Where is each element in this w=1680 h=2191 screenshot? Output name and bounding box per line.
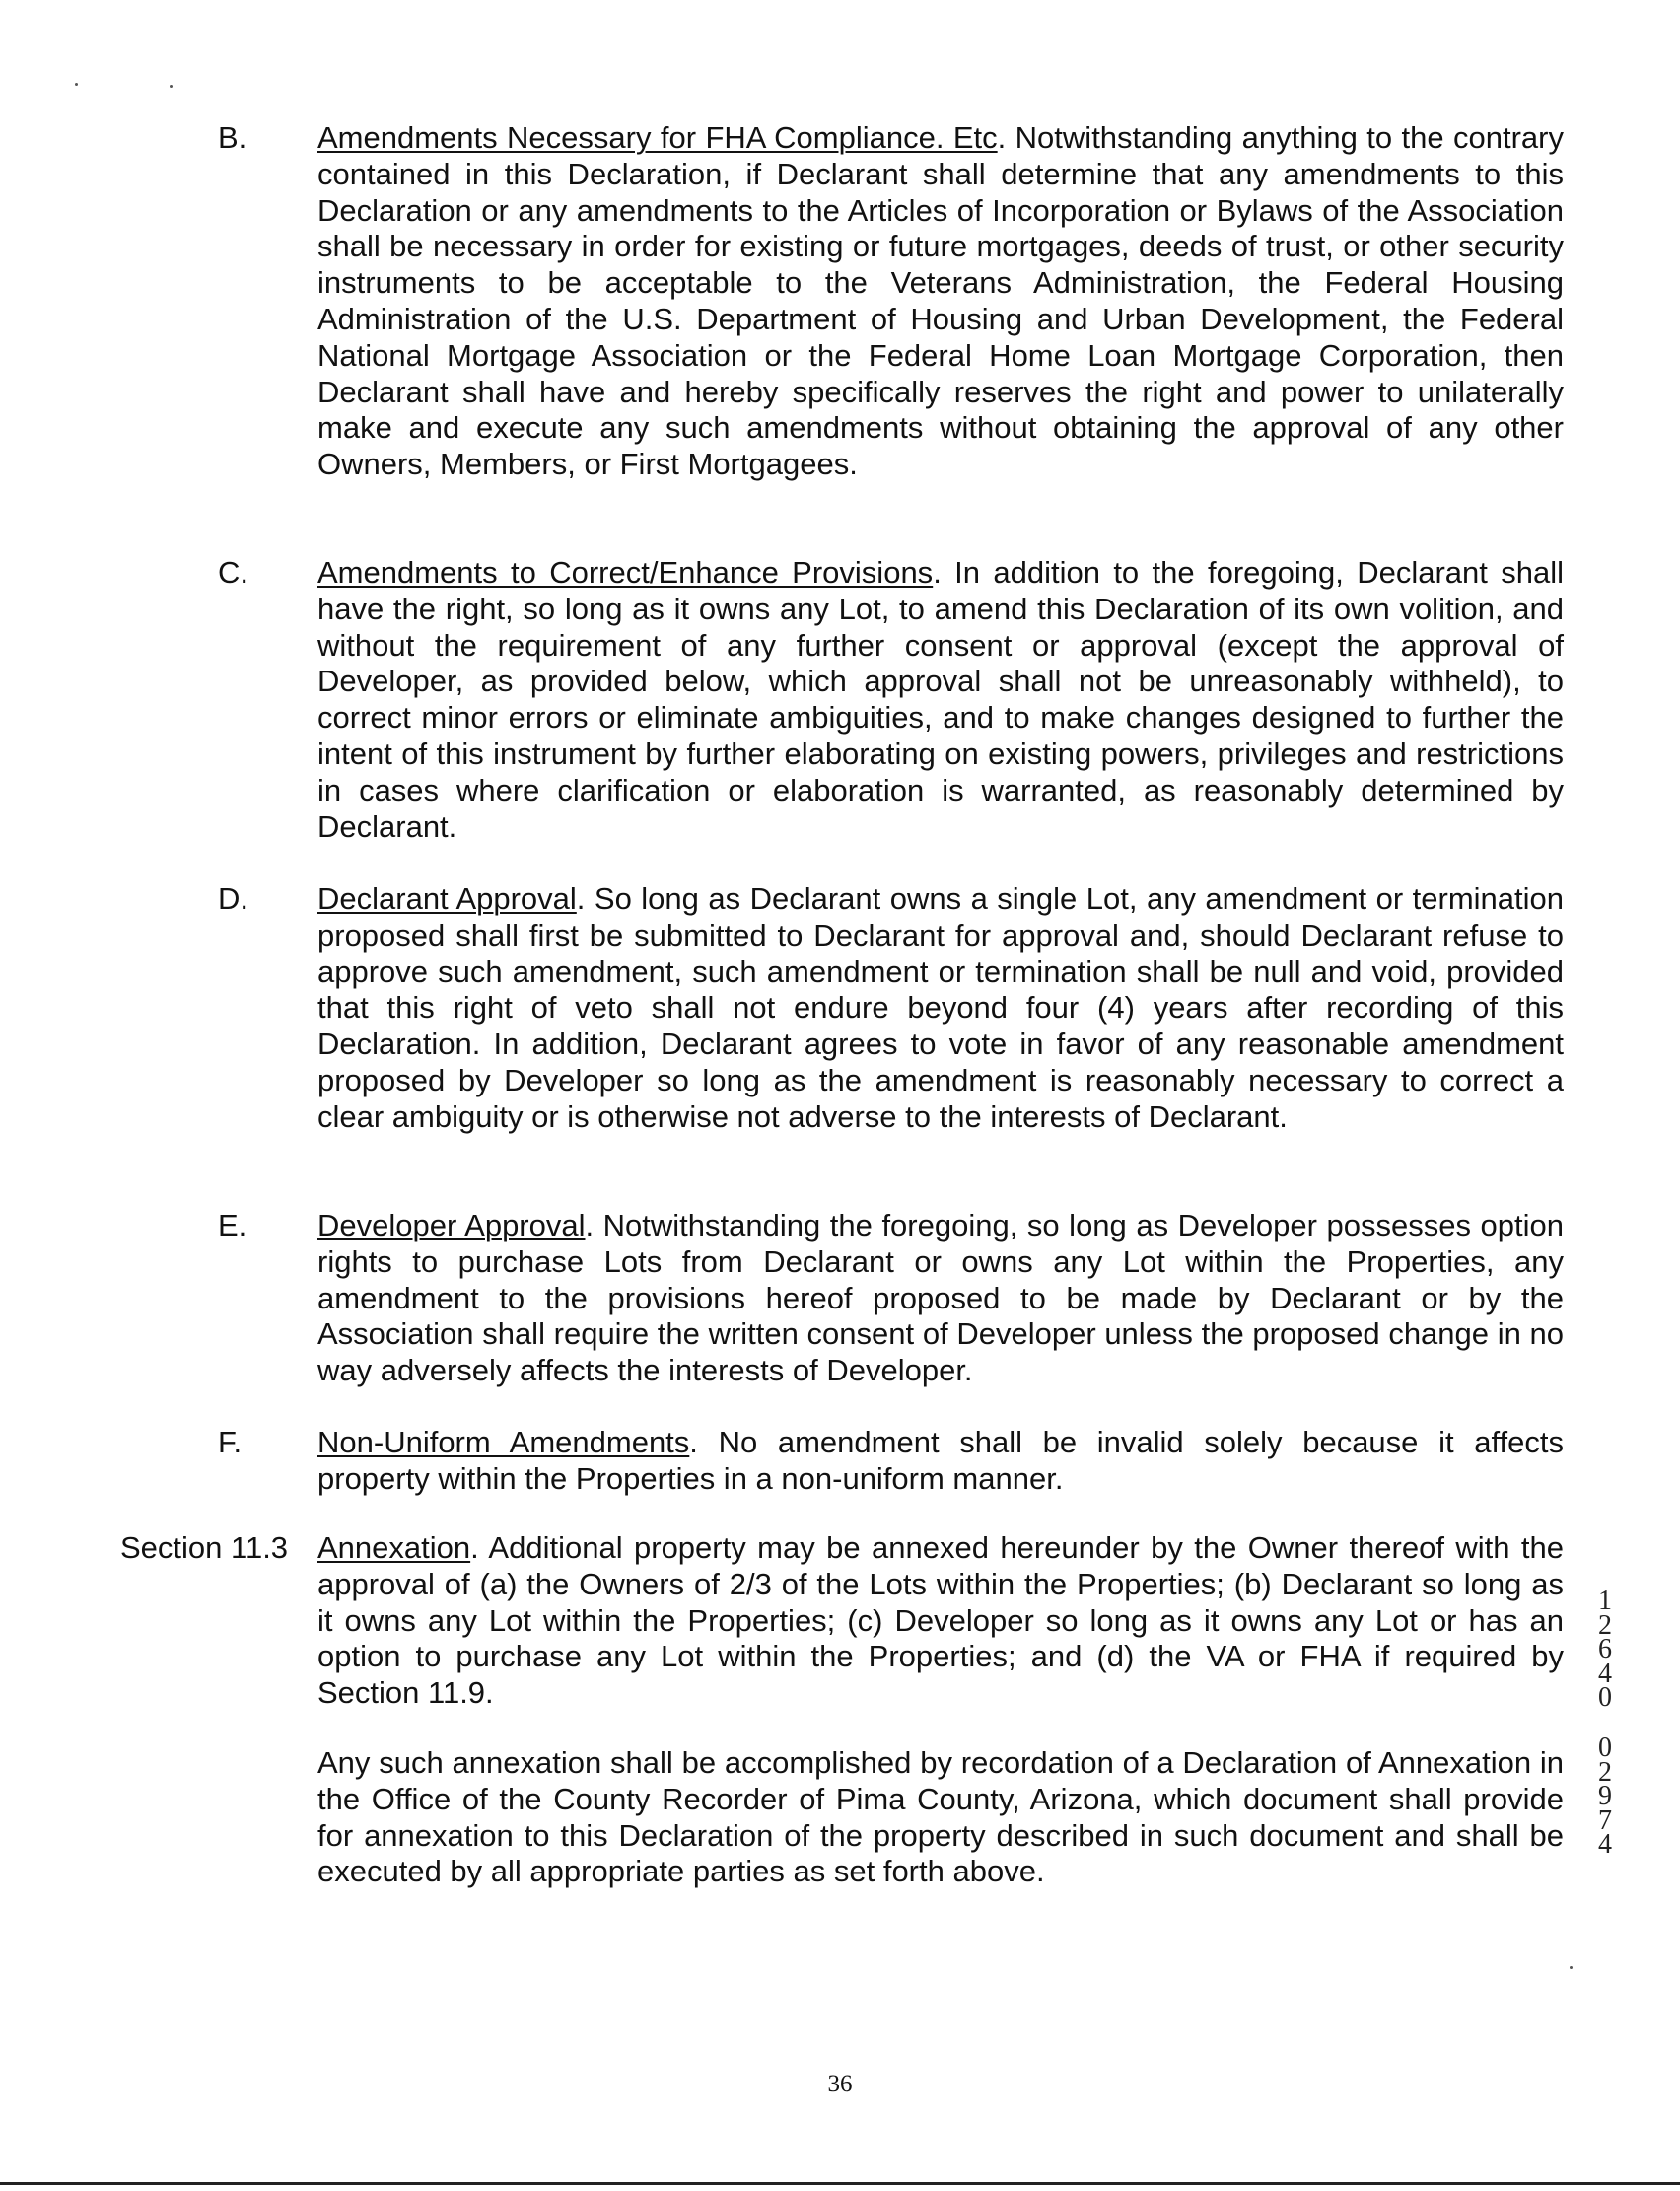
item-paragraph-e xyxy=(317,1208,1564,1389)
item-heading: Amendments Necessary for FHA Compliance. Etc xyxy=(317,120,998,155)
recording-digit: 9 xyxy=(1598,1781,1612,1812)
section-body: . Additional property may be annexed hereunder by the Owner thereof with the approval of (a) the Owners of 2/3 of the Lots within the Properties; (b) Declarant so long as it owns any Lot within the Properties; (c) Developer so long as it owns any Lot or has an option to purchase any Lot within the Properties; and (d) the VA or FHA if required by Section 11.9. xyxy=(317,1530,1564,1711)
scan-bottom-edge xyxy=(0,2182,1680,2185)
item-heading: Amendments to Correct/Enhance Provisions xyxy=(317,555,934,590)
item-marker: F. xyxy=(218,1425,243,1459)
item-marker: D. xyxy=(218,882,248,916)
recording-digit: 4 xyxy=(1598,1829,1612,1861)
section-marker: Section 11.3 xyxy=(120,1530,289,1565)
item-paragraph-b xyxy=(317,120,1564,483)
recording-digit: 1 xyxy=(1598,1586,1612,1616)
item-heading: Developer Approval xyxy=(317,1208,586,1242)
item-heading: Non-Uniform Amendments xyxy=(317,1425,690,1459)
page-number: 36 xyxy=(827,2071,853,2097)
item-body: . So long as Declarant owns a single Lot, any amendment or termination proposed shall first be submitted to Declarant for approval and, should Declarant refuse to approve such amendment, such amendment or termination shall be null and void, provided that this right of veto shall not endure beyond four (4) years after recording of this Declaration. In addition, Declarant agrees to vote in favor of any reasonable amendment proposed by Developer so long as the amendment is reasonably necessary to correct a clear ambiguity or is otherwise not adverse to the interests of Declarant. xyxy=(317,882,1564,1134)
item-marker: B. xyxy=(218,120,247,155)
item-paragraph-c xyxy=(317,555,1564,845)
scan-speck xyxy=(1570,1966,1573,1969)
item-paragraph-f xyxy=(317,1425,1564,1498)
recording-digit: 7 xyxy=(1598,1804,1612,1836)
recording-digit: 2 xyxy=(1598,1609,1612,1641)
scan-speck xyxy=(170,85,173,88)
item-body: . No amendment shall be invalid solely because it affects property within the Properties in a non-uniform manner. xyxy=(317,1425,1564,1496)
item-body: . Notwithstanding anything to the contrary contained in this Declaration, if Declarant shall determine that any amendments to this Declaration or any amendments to the Articles of Incorporation or Bylaws of the Association shall be necessary in order for existing or future mortgages, deeds of trust, or other security instruments to be acceptable to the Veterans Administration, the Federal Housing Administration of the U.S. Department of Housing and Urban Development, the Federal National Mortgage Association or the Federal Home Loan Mortgage Corporation, then Declarant shall have and hereby specifically reserves the right and power to unilaterally make and execute any such amendments without obtaining the approval of any other Owners, Members, or First Mortgagees. xyxy=(317,120,1564,482)
scan-speck xyxy=(75,83,78,86)
recording-digit: 4 xyxy=(1598,1658,1612,1689)
item-marker: E. xyxy=(218,1208,247,1242)
item-paragraph-d xyxy=(317,882,1564,1136)
recording-digit: 6 xyxy=(1598,1634,1612,1665)
section-paragraph xyxy=(317,1530,1564,1712)
item-body: . In addition to the foregoing, Declarant shall have the right, so long as it owns any Lot, to amend this Declaration of its own volition, and without the requirement of any further consent or approval (except the approval of Developer, as provided below, which approval shall not be unreasonably withheld), to correct minor errors or eliminate ambiguities, and to make changes designed to further the intent of this instrument by further elaborating on existing powers, privileges and restrictions in cases where clarification or elaboration is warranted, as reasonably determined by Declarant. xyxy=(317,555,1564,844)
recording-digit: 2 xyxy=(1598,1756,1612,1788)
recording-digit: 0 xyxy=(1598,1682,1612,1714)
item-heading: Declarant Approval xyxy=(317,882,577,916)
section-heading: Annexation xyxy=(317,1530,471,1565)
recording-digit: 0 xyxy=(1598,1732,1612,1763)
recording-number xyxy=(1590,1586,1620,1861)
item-body: . Notwithstanding the foregoing, so long as Developer possesses option rights to purchase Lots from Declarant or owns any Lot within the Properties, any amendment to the provisions hereof proposed to be made by Declarant or by the Association shall require the written consent of Developer unless the proposed change in no way adversely affects the interests of Developer. xyxy=(317,1208,1564,1388)
section-followup-paragraph: Any such annexation shall be accomplished by recordation of a Declaration of Annexation in the Office of the County Recorder of Pima County, Arizona, which document shall provide for annexation to this Declaration of the property described in such document and shall be executed by all appropriate parties as set forth above. xyxy=(317,1745,1564,1889)
item-marker: C. xyxy=(218,555,248,590)
